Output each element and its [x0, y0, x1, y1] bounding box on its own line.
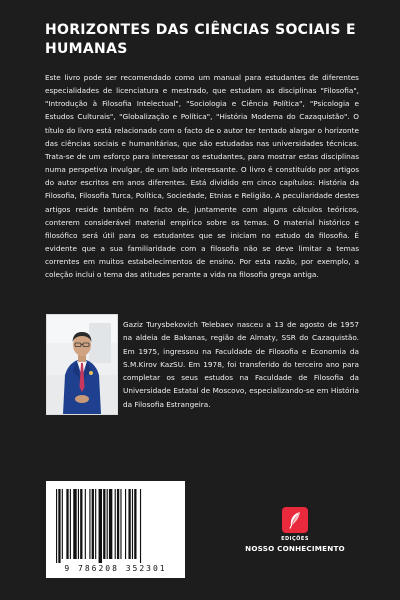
publisher-label: EDIÇÕES: [281, 536, 309, 542]
book-description: Este livro pode ser recomendado como um manual para estudantes de diferentes especialidades de licenciatura e mestrado, que estudam as disciplinas "Filosofia", "Introdução à Filosofia Intelectual", "Sociologia e Ciência Política", "Psicologia e Estudos Culturais", "Globalização e Política", "História Moderna do Cazaquistão". O título do livro está relacionado com o facto de o autor ter tentado alargar o horizonte das ciências sociais e humanitárias, que são estudadas nas universidades técnicas. Trata-se de um esforço para interessar os estudantes, para mostrar estas disciplinas numa perspetiva invulgar, de um lado interessante. O livro é constituído por artigos do autor escritos em anos diferentes. Está dividido em cinco capítulos: História da Filosofia, Filosofia Turca, Política, Sociedade, Etnias e Religião. A peculiaridade destes artigos reside também no facto de, juntamente com alguns cálculos teóricos, conterem considerável material empírico sobre os temas. O material histórico e filosófico será útil para os estudantes que se iniciam no estudo da filosofia. É evidente que a sua familiaridade com a filosofia não se deve limitar a temas correntes em muitos estabelecimentos de ensino. Por esta razão, por exemplo, a coleção inclui o tema das atitudes perante a vida na filosofia grega antiga.: [45, 73, 359, 280]
publisher-name: NOSSO CONHECIMENTO: [245, 544, 345, 553]
publisher-block: [245, 507, 345, 553]
author-photo: [46, 314, 118, 415]
publisher-logo: [282, 507, 308, 533]
isbn-number: 9 786208 352301: [64, 564, 167, 573]
book-title: HORIZONTES DAS CIÊNCIAS SOCIAIS E HUMANAS: [45, 22, 356, 57]
barcode-icon: [46, 481, 185, 563]
quill-icon: [287, 511, 303, 529]
author-bio: Gaziz Turysbekovich Telebaev nasceu a 13 de agosto de 1957 na aldeia de Bakanas, região de Almaty, SSR do Cazaquistão. Em 1975, ingressou na Faculdade de Filosofia e Economia da S.M.Kirov KazSU. Em 1978, foi transferido do terceiro ano para completar os seus estudos na Faculdade de Filosofia da Universidade Estatal de Moscovo, especializando-se em História da Filosofia Estrangeira.: [123, 320, 359, 409]
isbn-barcode: [46, 481, 185, 578]
